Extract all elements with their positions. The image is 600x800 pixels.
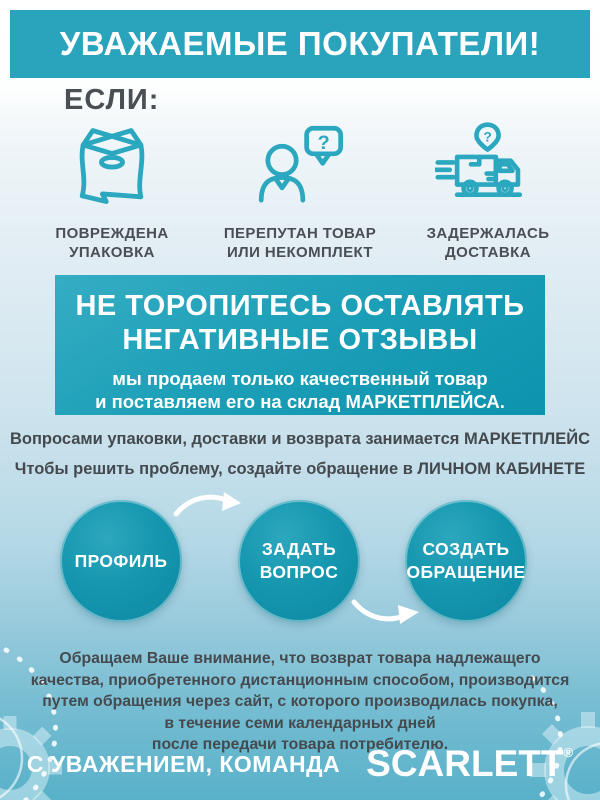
notice-line: путем обращения через сайт, с которого производилась покупка,	[42, 693, 558, 710]
damaged-box-icon	[64, 120, 160, 216]
info-block	[0, 431, 600, 477]
warning-headline: НЕ ТОРОПИТЕСЬ ОСТАВЛЯТЬ НЕГАТИВНЫЕ ОТЗЫВЫ	[75, 290, 525, 356]
issue-label: ЗАДЕРЖАЛАСЬ ДОСТАВКА	[426, 225, 550, 261]
issue-delayed-delivery	[394, 120, 582, 265]
step-circle-create-request	[405, 500, 527, 622]
issue-damaged-package	[18, 120, 206, 265]
info-line-marketplace: Вопросами упаковки, доставки и возврата занимается МАРКЕТПЛЕЙС	[9, 430, 591, 448]
confused-person-icon	[248, 120, 352, 216]
issue-label: ПЕРЕПУТАН ТОВАР ИЛИ НЕКОМПЛЕКТ	[223, 225, 377, 261]
registered-mark: ®	[563, 745, 574, 760]
step-label: СОЗДАТЬ ОБРАЩЕНИЕ	[406, 539, 526, 582]
issues-row	[0, 120, 600, 265]
delivery-truck-icon	[435, 120, 541, 216]
footer	[0, 738, 600, 790]
question-mark-glyph: ?	[317, 132, 330, 155]
notice-line: качества, приобретенного дистанционным способом, производится	[30, 671, 570, 689]
step-label: ПРОФИЛЬ	[74, 550, 168, 571]
issue-label: ПОВРЕЖДЕНА УПАКОВКА	[55, 225, 169, 261]
question-mark-glyph: ?	[483, 128, 492, 145]
notice-line: Обращаем Ваше внимание, что возврат товара надлежащего	[59, 650, 541, 667]
warning-box	[55, 275, 545, 415]
scarlett-logo	[366, 743, 573, 785]
curved-arrow-icon	[172, 490, 244, 520]
step-circle-ask-question	[238, 500, 360, 622]
issue-wrong-item	[206, 120, 394, 265]
notice-line: после передачи товара потребителю.	[151, 736, 449, 753]
info-line-cabinet: Чтобы решить проблему, создайте обращение в ЛИЧНОМ КАБИНЕТЕ	[14, 459, 586, 478]
warning-subtext: мы продаем только качественный товар и поставляем его на склад МАРКЕТПЛЕЙСА.	[95, 367, 505, 412]
step-label: ЗАДАТЬ ВОПРОС	[259, 539, 339, 582]
step-circle-profile	[60, 500, 182, 622]
top-banner	[10, 10, 590, 78]
footer-closing: С УВАЖЕНИЕМ, КОМАНДА	[26, 750, 341, 777]
if-heading: ЕСЛИ:	[64, 84, 160, 116]
curved-arrow-icon	[350, 594, 422, 626]
page-title: УВАЖАЕМЫЕ ПОКУПАТЕЛИ!	[59, 25, 541, 62]
notice-line: в течение семи календарных дней	[164, 714, 436, 732]
brand-name: SCARLETT	[366, 743, 564, 784]
